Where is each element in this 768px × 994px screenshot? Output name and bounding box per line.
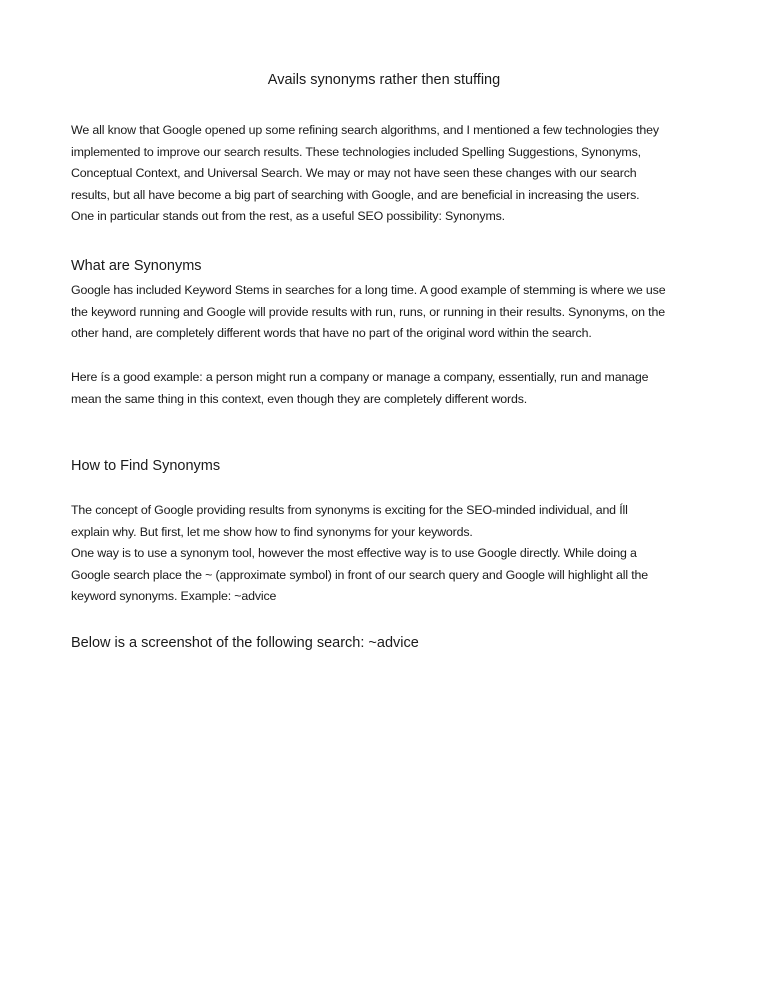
text-line: We all know that Google opened up some refining search algorithms, and I mentioned a few technologies they <box>71 123 659 137</box>
text-line: other hand, are completely different words that have no part of the original word within the search. <box>71 326 592 341</box>
text-line: The concept of Google providing results from synonyms is exciting for the SEO-minded individual, and Íll <box>71 503 628 517</box>
section-heading-screenshot: Below is a screenshot of the following search: ~advice <box>71 635 419 651</box>
text-line: Here ís a good example: a person might run a company or manage a company, essentially, run and manage <box>71 370 649 384</box>
text-line: Google has included Keyword Stems in searches for a long time. A good example of stemming is where we use <box>71 283 666 297</box>
document-title: Avails synonyms rather then stuffing <box>267 72 501 88</box>
text-line: results, but all have become a big part of searching with Google, and are beneficial in increasing the users. <box>71 187 640 202</box>
text-line: Google search place the ~ (approximate symbol) in front of our search query and Google will highlight all the <box>71 567 649 582</box>
what-paragraph-1 <box>71 280 701 345</box>
text-line: mean the same thing in this context, even though they are completely different words. <box>71 391 528 406</box>
section-heading-how-to-find-synonyms: How to Find Synonyms <box>71 458 221 474</box>
section-heading-what-are-synonyms: What are Synonyms <box>71 258 202 274</box>
text-line: One way is to use a synonym tool, however the most effective way is to use Google directly. While doing a <box>71 546 637 561</box>
what-paragraph-2 <box>71 367 701 410</box>
text-line: One in particular stands out from the rest, as a useful SEO possibility: Synonyms. <box>71 209 505 224</box>
text-line: implemented to improve our search results. These technologies included Spelling Suggestions, Synonyms, <box>71 144 641 159</box>
intro-paragraph <box>71 120 701 228</box>
text-line: explain why. But first, let me show how to find synonyms for your keywords. <box>71 524 473 539</box>
how-paragraph-1 <box>71 500 701 608</box>
text-line: Conceptual Context, and Universal Search. We may or may not have seen these changes with our search <box>71 166 637 181</box>
text-line: the keyword running and Google will provide results with run, runs, or running in their results. Synonyms, on the <box>71 304 665 319</box>
text-line: keyword synonyms. Example: ~advice <box>71 589 277 604</box>
